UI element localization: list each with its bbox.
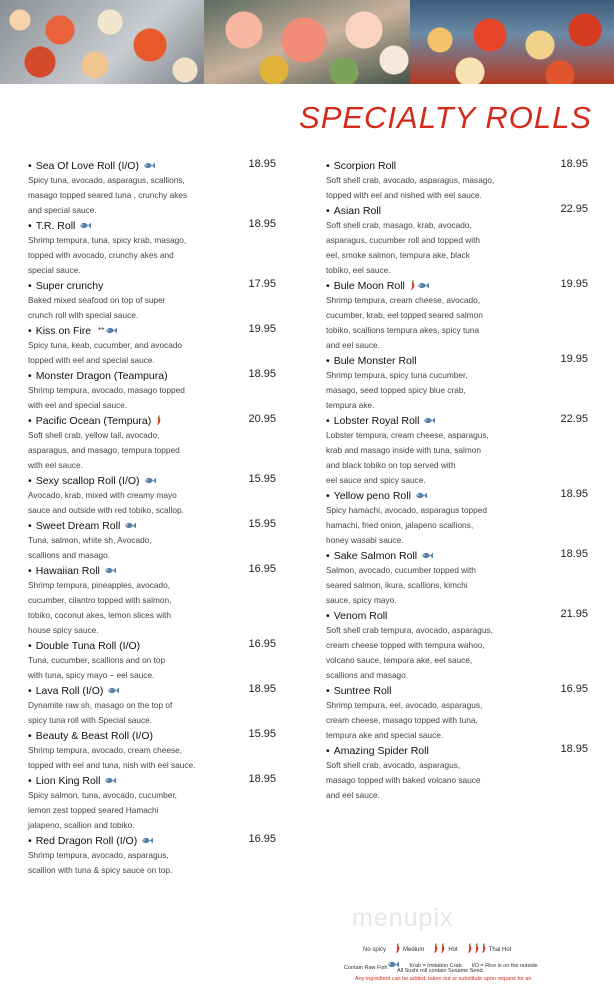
menu-item xyxy=(28,773,276,833)
bullet: • xyxy=(28,219,32,232)
description-line: with eel sauce. xyxy=(28,460,83,470)
chili-pepper-icon xyxy=(473,943,480,954)
bullet: • xyxy=(326,489,330,502)
menu-item xyxy=(326,488,588,548)
menu-item xyxy=(28,413,276,473)
menu-item-name xyxy=(326,280,405,292)
sushi-rolls-photo xyxy=(0,0,204,84)
menu-item-name-text: Sake Salmon Roll xyxy=(333,549,418,562)
menu-item-price: 18.95 xyxy=(248,158,276,170)
menu-item-name xyxy=(326,685,391,697)
description-line: sauce, spicy mayo. xyxy=(326,595,397,605)
menu-item-header xyxy=(28,413,276,428)
bullet: • xyxy=(28,729,32,742)
description-line: cucumber, krab, eel topped seared salmon xyxy=(326,310,483,320)
menu-item-name xyxy=(326,490,411,502)
description-line: masago, seed topped spicy blue crab, xyxy=(326,385,466,395)
menu-item-name xyxy=(28,415,151,427)
menu-item-description xyxy=(326,503,508,548)
stars-mark: ** xyxy=(98,326,105,335)
bullet: • xyxy=(326,609,330,622)
menu-item-icons xyxy=(95,326,117,335)
menu-item xyxy=(326,608,588,683)
menu-item-price: 19.95 xyxy=(248,323,276,335)
menu-item-name xyxy=(28,640,140,652)
description-line: and black tobiko on top served with xyxy=(326,460,456,470)
bullet: • xyxy=(326,354,330,367)
menu-item-description xyxy=(28,848,203,878)
description-line: topped with eel and nished with eel sauce. xyxy=(326,190,482,200)
description-line: special sauce. xyxy=(28,265,81,275)
description-line: Shrimp tempura, tuna, spicy krab, masago, xyxy=(28,235,187,245)
description-line: krab and masago inside with tuna, salmon xyxy=(326,445,481,455)
menu-item-description xyxy=(28,533,203,563)
menu-item-name-text: Beauty & Beast Roll (I/O) xyxy=(35,729,153,742)
menu-item-icons xyxy=(155,415,162,426)
description-line: asparagus, and masago, tempura topped xyxy=(28,445,180,455)
menu-item-name xyxy=(28,280,103,292)
menu-item-name-text: Monster Dragon (Teampura) xyxy=(35,369,168,382)
menu-item-header xyxy=(28,323,276,338)
description-line: cream cheese, masago topped with tuna, xyxy=(326,715,478,725)
menu-item-name-text: Asian Roll xyxy=(333,204,381,217)
description-line: Avocado, krab, mixed with creamy mayo xyxy=(28,490,177,500)
menu-item-header xyxy=(28,473,276,488)
description-line: and eel sauce. xyxy=(326,790,380,800)
raw-fish-icon xyxy=(423,416,435,425)
bullet: • xyxy=(326,159,330,172)
menu-item-header xyxy=(28,773,276,788)
menu-item-description xyxy=(28,293,203,323)
description-line: and eel sauce. xyxy=(326,340,380,350)
menu-item-icons xyxy=(415,491,427,500)
description-line: cream cheese topped with tempura wahoo, xyxy=(326,640,485,650)
menu-item-name xyxy=(28,370,168,382)
description-line: Soft shell crab, avocado, asparagus, xyxy=(326,760,461,770)
menu-item xyxy=(326,548,588,608)
description-line: tobiko, coconut akes, lemon slices with xyxy=(28,610,171,620)
chili-pepper-icon xyxy=(480,943,487,954)
menu-item-price: 15.95 xyxy=(248,518,276,530)
menu-item-name-text: Yellow peno Roll xyxy=(333,489,411,502)
description-line: Soft shell crab, avocado, asparagus, masago, xyxy=(326,175,495,185)
menu-item xyxy=(326,743,588,803)
chili-pepper-icon xyxy=(394,943,401,954)
menu-item-name xyxy=(28,325,91,337)
menu-item-icons xyxy=(107,686,119,695)
menu-item-price: 18.95 xyxy=(560,548,588,560)
description-line: Soft shell crab, yellow tail, avocado, xyxy=(28,430,160,440)
menu-item-name xyxy=(28,520,120,532)
bullet: • xyxy=(28,414,32,427)
description-line: honey wasabi sauce. xyxy=(326,535,404,545)
menu-item-price: 22.95 xyxy=(560,413,588,425)
menu-item xyxy=(28,833,276,878)
menu-item-icons xyxy=(79,221,91,230)
raw-fish-icon xyxy=(421,551,433,560)
description-line: tobiko, eel sauce. xyxy=(326,265,391,275)
menu-item-description xyxy=(326,758,508,803)
description-line: Spicy tuna, avocado, asparagus, scallions, xyxy=(28,175,185,185)
menu-item-name-text: Bule Monster Roll xyxy=(333,354,417,367)
menu-item xyxy=(326,158,588,203)
legend-raw-fish: Contain Raw Fish xyxy=(344,960,399,971)
description-line: lemon zest topped seared Hamachi xyxy=(28,805,159,815)
menu-item-icons xyxy=(409,280,429,291)
menu-item xyxy=(28,323,276,368)
description-line: scallions and masago. xyxy=(326,670,409,680)
menu-item-name xyxy=(326,550,417,562)
menu-item xyxy=(326,353,588,413)
chili-pepper-icon xyxy=(432,943,439,954)
menu-item-icons xyxy=(124,521,136,530)
description-line: Tuna, salmon, white sh, Avocado, xyxy=(28,535,152,545)
description-line: Shrimp tempura, cream cheese, avocado, xyxy=(326,295,481,305)
description-line: Shrimp tempura, avocado, cream cheese, xyxy=(28,745,183,755)
menu-item-name-text: Amazing Spider Roll xyxy=(333,744,429,757)
menu-item-name-text: Lion King Roll xyxy=(35,774,101,787)
bullet: • xyxy=(28,639,32,652)
sashimi-platter-photo xyxy=(204,0,410,84)
menu-item-header xyxy=(326,683,588,698)
description-line: scallions and masago. xyxy=(28,550,111,560)
menu-item-price: 16.95 xyxy=(248,638,276,650)
description-line: Baked mixed seafood on top of super xyxy=(28,295,166,305)
legend-hot: Hot xyxy=(432,943,457,956)
description-line: Lobster tempura, cream cheese, asparagus, xyxy=(326,430,489,440)
legend-medium: Medium xyxy=(394,943,424,956)
menu-item-name xyxy=(28,565,100,577)
description-line: Salmon, avocado, cucumber topped with xyxy=(326,565,476,575)
menu-item xyxy=(28,563,276,638)
menu-item-price: 16.95 xyxy=(248,833,276,845)
description-line: and special sauce. xyxy=(28,205,97,215)
right-menu-column xyxy=(326,158,588,803)
menu-item-price: 18.95 xyxy=(560,158,588,170)
raw-fish-icon xyxy=(79,221,91,230)
menu-item-description xyxy=(28,743,203,773)
menu-item-icons xyxy=(104,566,116,575)
menu-item-icons xyxy=(104,776,116,785)
menu-item-description xyxy=(326,623,508,683)
menu-item-header xyxy=(326,413,588,428)
menu-item-name xyxy=(326,205,381,217)
menu-item-name-text: Venom Roll xyxy=(333,609,388,622)
menu-item-price: 18.95 xyxy=(248,368,276,380)
description-line: scallion with tuna & spicy sauce on top. xyxy=(28,865,173,875)
menu-item xyxy=(28,473,276,518)
menu-item-price: 16.95 xyxy=(248,563,276,575)
menu-item-price: 18.95 xyxy=(248,683,276,695)
description-line: topped with eel and special sauce. xyxy=(28,355,155,365)
menu-item xyxy=(28,368,276,413)
menu-item-name-text: Pacific Ocean (Tempura) xyxy=(35,414,152,427)
menu-item-header xyxy=(28,158,276,173)
menu-item-description xyxy=(326,293,508,353)
description-line: cucumber, cilantro topped with salmon, xyxy=(28,595,172,605)
menu-item-price: 22.95 xyxy=(560,203,588,215)
menu-item-description xyxy=(326,563,508,608)
menu-item-header xyxy=(326,743,588,758)
menu-item xyxy=(28,218,276,278)
bullet: • xyxy=(28,774,32,787)
menu-item-header xyxy=(28,563,276,578)
menu-item-price: 18.95 xyxy=(560,743,588,755)
menu-item-description xyxy=(28,698,203,728)
menu-item-name-text: Red Dragon Roll (I/O) xyxy=(35,834,138,847)
header-banner xyxy=(0,0,614,84)
menu-item-price: 19.95 xyxy=(560,278,588,290)
bullet: • xyxy=(28,684,32,697)
raw-fish-icon xyxy=(415,491,427,500)
menu-item-icons xyxy=(143,161,155,170)
bullet: • xyxy=(28,564,32,577)
legend-krab: Krab = Imitation Crab xyxy=(409,962,462,969)
menu-item-name-text: Sweet Dream Roll xyxy=(35,519,121,532)
menu-item-description xyxy=(28,578,203,638)
description-line: volcano sauce, tempura ake, eel sauce, xyxy=(326,655,473,665)
menu-item-price: 21.95 xyxy=(560,608,588,620)
menu-item-header xyxy=(28,218,276,233)
description-line: spicy tuna roll with Special sauce. xyxy=(28,715,153,725)
menu-item-description xyxy=(28,173,203,218)
menu-item-description xyxy=(326,698,508,743)
bullet: • xyxy=(326,204,330,217)
menu-item-price: 15.95 xyxy=(248,728,276,740)
menu-item-header xyxy=(326,203,588,218)
menu-item-name-text: Lava Roll (I/O) xyxy=(35,684,104,697)
bullet: • xyxy=(28,324,32,337)
menu-item-name xyxy=(28,835,137,847)
menu-item-header xyxy=(326,608,588,623)
menu-item-name xyxy=(28,475,140,487)
description-line: Shrimp tempura, avocado, asparagus, xyxy=(28,850,169,860)
menu-item-name-text: Suntree Roll xyxy=(333,684,392,697)
menu-item-icons xyxy=(144,476,156,485)
raw-fish-icon xyxy=(141,836,153,845)
menu-item-name xyxy=(326,610,387,622)
menu-item-name-text: Lobster Royal Roll xyxy=(333,414,420,427)
menu-item-name-text: T.R. Roll xyxy=(35,219,76,232)
menu-item xyxy=(28,683,276,728)
bullet: • xyxy=(28,474,32,487)
raw-fish-icon xyxy=(104,566,116,575)
menu-item-description xyxy=(28,383,203,413)
bullet: • xyxy=(28,279,32,292)
menu-item-header xyxy=(28,638,276,653)
menu-item-price: 17.95 xyxy=(248,278,276,290)
menu-item-price: 18.95 xyxy=(560,488,588,500)
menu-item-description xyxy=(28,653,203,683)
menu-item-header xyxy=(326,353,588,368)
description-line: house spicy sauce. xyxy=(28,625,99,635)
menu-item xyxy=(326,413,588,488)
menu-item xyxy=(28,638,276,683)
menu-item-price: 18.95 xyxy=(248,773,276,785)
menu-item-name-text: Sexy scallop Roll (I/O) xyxy=(35,474,140,487)
legend-thai-hot: Thai Hot xyxy=(466,943,512,956)
bullet: • xyxy=(326,684,330,697)
menu-item-name xyxy=(326,745,429,757)
menu-item-price: 16.95 xyxy=(560,683,588,695)
menu-item xyxy=(28,158,276,218)
description-line: Shrimp tempura, avocado, masago topped xyxy=(28,385,185,395)
raw-fish-icon xyxy=(107,686,119,695)
bullet: • xyxy=(28,834,32,847)
description-line: masago topped seared tuna , crunchy akes xyxy=(28,190,188,200)
menu-item xyxy=(326,203,588,278)
description-line: sauce and outside with red tobiko, scallop. xyxy=(28,505,184,515)
description-line: with tuna, spicy mayo – eel sauce. xyxy=(28,670,155,680)
menu-item-name xyxy=(28,775,100,787)
description-line: tempura ake. xyxy=(326,400,375,410)
menu-item-description xyxy=(326,428,508,488)
description-line: jalapeno, scallion and tobiko. xyxy=(28,820,135,830)
menu-item-name-text: Sea Of Love Roll (I/O) xyxy=(35,159,139,172)
menu-item-header xyxy=(28,368,276,383)
legend-io: I/O = Rice is on the outside xyxy=(471,962,538,969)
menu-item-name xyxy=(28,220,75,232)
chili-pepper-icon xyxy=(466,943,473,954)
menu-item-name xyxy=(28,730,153,742)
menu-item xyxy=(326,683,588,743)
menu-item-name xyxy=(326,160,396,172)
menu-item-price: 15.95 xyxy=(248,473,276,485)
legend-sesame: All Sushi roll contain Sesame Seed. xyxy=(397,968,485,974)
pepper-icons xyxy=(394,943,401,956)
chili-pepper-icon xyxy=(155,415,162,426)
menu-item-price: 19.95 xyxy=(560,353,588,365)
description-line: Spicy hamachi, avocado, asparagus topped xyxy=(326,505,487,515)
menu-item xyxy=(28,278,276,323)
menu-item-name-text: Double Tuna Roll (I/O) xyxy=(35,639,141,652)
menu-item-description xyxy=(326,218,508,278)
description-line: topped with eel and tuna, nish with eel sauce. xyxy=(28,760,196,770)
menu-item-description xyxy=(28,428,203,473)
description-line: eel, smoke salmon, tempura ake, black xyxy=(326,250,470,260)
menu-item-header xyxy=(28,833,276,848)
flaming-roll-photo xyxy=(410,0,614,84)
description-line: hamachi, fried onion, jalapeno scallions, xyxy=(326,520,474,530)
description-line: eel sauce and spicy sauce. xyxy=(326,475,426,485)
bullet: • xyxy=(28,159,32,172)
description-line: crunch roll with special sauce. xyxy=(28,310,139,320)
menu-item-name-text: Super crunchy xyxy=(35,279,104,292)
menu-item-header xyxy=(326,278,588,293)
description-line: Shrimp tempura, pineapples, avocado, xyxy=(28,580,171,590)
menu-item-header xyxy=(326,548,588,563)
bullet: • xyxy=(326,744,330,757)
left-menu-column xyxy=(28,158,276,878)
menu-item-description xyxy=(28,233,203,278)
bullet: • xyxy=(326,414,330,427)
description-line: Shrimp tempura, eel, avocado, asparagus, xyxy=(326,700,483,710)
raw-fish-icon xyxy=(144,476,156,485)
menu-item-icons xyxy=(421,551,433,560)
spice-legend xyxy=(363,943,511,956)
description-line: Dynamite raw sh, masago on the top of xyxy=(28,700,173,710)
raw-fish-icon xyxy=(417,281,429,290)
menu-item-description xyxy=(28,488,203,518)
description-line: Shrimp tempura, spicy tuna cucumber, xyxy=(326,370,468,380)
bullet: • xyxy=(28,369,32,382)
menu-item-name-text: Bule Moon Roll xyxy=(333,279,405,292)
menu-item-name-text: Hawaiian Roll xyxy=(35,564,100,577)
menu-item-header xyxy=(28,683,276,698)
description-line: Soft shell crab tempura, avocado, asparagus, xyxy=(326,625,493,635)
bullet: • xyxy=(326,279,330,292)
description-line: Soft shell crab, masago, krab, avocado, xyxy=(326,220,472,230)
menu-item-icons xyxy=(141,836,153,845)
description-line: asparagus, cucumber roll and topped with xyxy=(326,235,481,245)
bullet: • xyxy=(28,519,32,532)
description-line: tempura ake and special sauce. xyxy=(326,730,444,740)
menu-item-name-text: Scorpion Roll xyxy=(333,159,397,172)
watermark: menupix xyxy=(352,904,454,932)
menu-item-header xyxy=(28,728,276,743)
description-line: Spicy tuna, keab, cucumber, and avocado xyxy=(28,340,183,350)
description-line: with eel and special sauce. xyxy=(28,400,128,410)
description-line: Spicy salmon, tuna, avocado, cucumber, xyxy=(28,790,177,800)
menu-item-description xyxy=(326,368,508,413)
menu-item-price: 18.95 xyxy=(248,218,276,230)
pepper-icons xyxy=(466,943,487,956)
legend-no-spicy: No spicy xyxy=(363,946,387,953)
pepper-icons xyxy=(432,943,446,956)
description-line: topped with avocado, crunchy akes and xyxy=(28,250,174,260)
menu-item-header xyxy=(326,158,588,173)
menu-item-name-text: Kiss on Fire xyxy=(35,324,92,337)
page-title: SPECIALTY ROLLS xyxy=(299,100,592,135)
menu-item-description xyxy=(326,173,508,203)
menu-item-header xyxy=(28,518,276,533)
menu-item-name xyxy=(326,415,419,427)
menu-item xyxy=(326,278,588,353)
raw-fish-icon xyxy=(104,776,116,785)
menu-item-icons xyxy=(423,416,435,425)
menu-item-header xyxy=(28,278,276,293)
menu-item xyxy=(28,728,276,773)
menu-item-description xyxy=(28,788,203,833)
menu-item-name xyxy=(28,685,103,697)
legend-substitution-note: Any ingredient can be added, taken out or substitute upon request for an xyxy=(355,976,532,982)
menu-item xyxy=(28,518,276,563)
bullet: • xyxy=(326,549,330,562)
menu-item-name xyxy=(28,160,139,172)
menu-item-header xyxy=(326,488,588,503)
description-line: Tuna, cucumber, scallions and on top xyxy=(28,655,166,665)
menu-item-price: 20.95 xyxy=(248,413,276,425)
description-line: masago topped with baked volcano sauce xyxy=(326,775,481,785)
raw-fish-icon xyxy=(105,326,117,335)
raw-fish-icon xyxy=(124,521,136,530)
chili-pepper-icon xyxy=(409,280,416,291)
raw-fish-icon xyxy=(143,161,155,170)
menu-item-description xyxy=(28,338,203,368)
description-line: tobiko, scallions tempura akes, spicy tuna xyxy=(326,325,480,335)
chili-pepper-icon xyxy=(439,943,446,954)
menu-item-name xyxy=(326,355,417,367)
description-line: seared salmon, ikura, scallions, kimchi xyxy=(326,580,468,590)
